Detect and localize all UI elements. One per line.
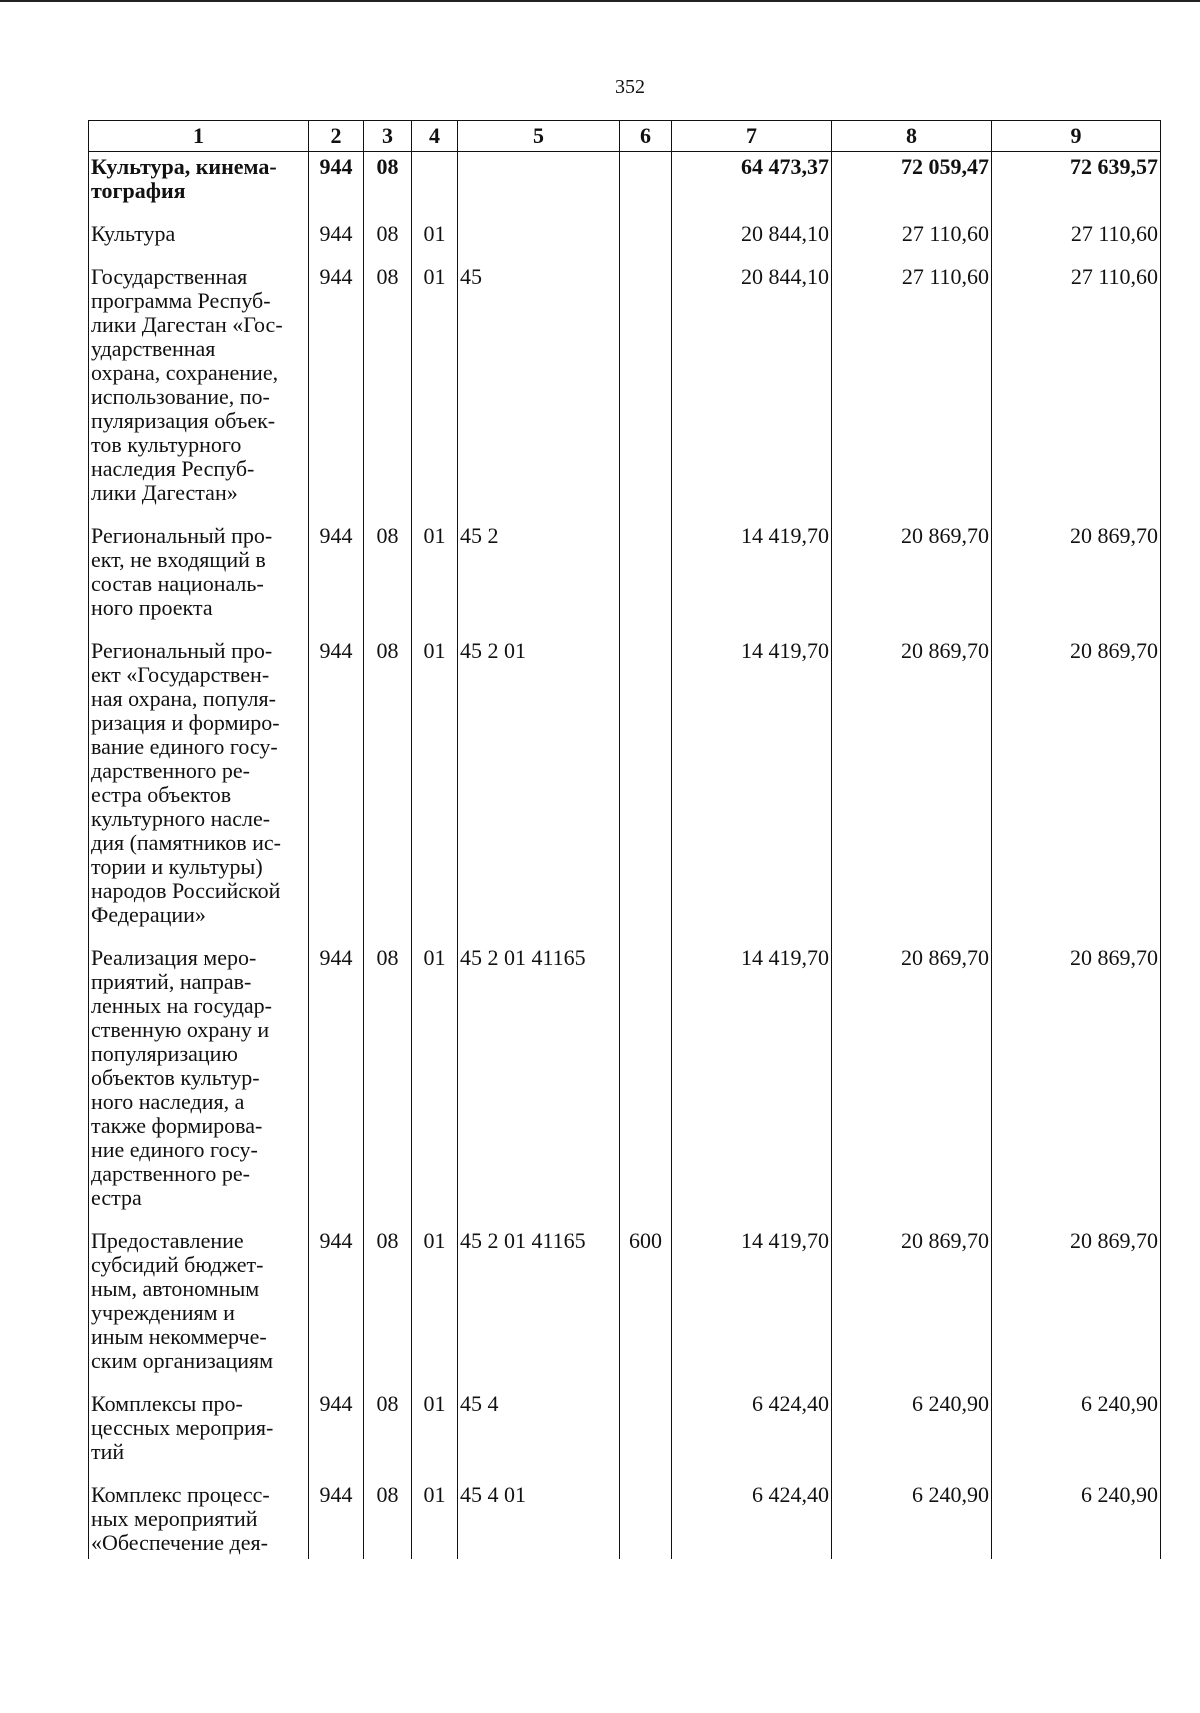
header-col-5: 5: [458, 121, 620, 152]
cell-col2: 944: [309, 1226, 364, 1389]
cell-col7: 64 473,37: [672, 152, 832, 220]
table-row: [89, 262, 1161, 521]
cell-col9: 27 110,60: [992, 219, 1161, 262]
cell-col8: 20 869,70: [832, 521, 992, 636]
cell-col7: 6 424,40: [672, 1480, 832, 1559]
table-row: [89, 1480, 1161, 1559]
cell-col8: 27 110,60: [832, 219, 992, 262]
cell-col7: 6 424,40: [672, 1389, 832, 1480]
cell-col6: 600: [620, 1226, 672, 1389]
cell-col9: 20 869,70: [992, 636, 1161, 943]
row-name-cell: Региональный про- ект «Государствен- ная охрана, популя- ризация и формиро- вание единого госу- дарственного ре- естра объектов культурного насле- дия (памятников ис- тории и культуры) народов Российской Федерации»: [89, 636, 309, 943]
cell-col8: 27 110,60: [832, 262, 992, 521]
cell-col3: 08: [364, 152, 412, 220]
header-col-1: 1: [89, 121, 309, 152]
cell-col2: 944: [309, 219, 364, 262]
cell-col4: [412, 152, 458, 220]
table-row: [89, 1389, 1161, 1480]
header-row: [89, 121, 1161, 152]
cell-col4: 01: [412, 1226, 458, 1389]
cell-col9: 6 240,90: [992, 1389, 1161, 1480]
cell-col4: 01: [412, 219, 458, 262]
cell-col9: 27 110,60: [992, 262, 1161, 521]
row-name-cell: Предоставление субсидий бюджет- ным, автономным учреждениям и иным некоммерче- ским организациям: [89, 1226, 309, 1389]
cell-col3: 08: [364, 1389, 412, 1480]
cell-col5: 45 2 01 41165: [458, 943, 620, 1226]
cell-col4: 01: [412, 521, 458, 636]
header-col-7: 7: [672, 121, 832, 152]
cell-col5: 45 4: [458, 1389, 620, 1480]
table-row: [89, 943, 1161, 1226]
row-name-cell: Региональный про- ект, не входящий в состав националь- ного проекта: [89, 521, 309, 636]
row-name-cell: Государственная программа Респуб- лики Дагестан «Гос- ударственная охрана, сохранение, использование, по- пуляризация объек- тов культурного наследия Респуб- лики Дагестан»: [89, 262, 309, 521]
cell-col7: 20 844,10: [672, 219, 832, 262]
cell-col7: 14 419,70: [672, 521, 832, 636]
cell-col5: 45 2: [458, 521, 620, 636]
header-col-9: 9: [992, 121, 1161, 152]
header-col-6: 6: [620, 121, 672, 152]
cell-col9: 6 240,90: [992, 1480, 1161, 1559]
cell-col7: 20 844,10: [672, 262, 832, 521]
cell-col5: 45: [458, 262, 620, 521]
cell-col3: 08: [364, 636, 412, 943]
cell-col4: 01: [412, 1480, 458, 1559]
row-name-cell: Комплекс процесс- ных мероприятий «Обеспечение дея-: [89, 1480, 309, 1559]
header-col-4: 4: [412, 121, 458, 152]
cell-col8: 72 059,47: [832, 152, 992, 220]
cell-col3: 08: [364, 1480, 412, 1559]
cell-col6: [620, 521, 672, 636]
cell-col5: 45 2 01 41165: [458, 1226, 620, 1389]
cell-col3: 08: [364, 521, 412, 636]
cell-col3: 08: [364, 1226, 412, 1389]
cell-col6: [620, 262, 672, 521]
header-col-2: 2: [309, 121, 364, 152]
cell-col8: 6 240,90: [832, 1480, 992, 1559]
top-border-line: [0, 0, 1200, 2]
table-row: [89, 219, 1161, 262]
cell-col2: 944: [309, 1389, 364, 1480]
table-body: [89, 152, 1161, 1560]
cell-col5: 45 2 01: [458, 636, 620, 943]
cell-col6: [620, 1480, 672, 1559]
row-name-cell: Культура: [89, 219, 309, 262]
cell-col6: [620, 1389, 672, 1480]
cell-col8: 6 240,90: [832, 1389, 992, 1480]
page-number: 352: [615, 76, 645, 98]
row-name-cell: Культура, кинема- тография: [89, 152, 309, 220]
cell-col8: 20 869,70: [832, 1226, 992, 1389]
cell-col6: [620, 636, 672, 943]
cell-col2: 944: [309, 521, 364, 636]
cell-col4: 01: [412, 636, 458, 943]
cell-col4: 01: [412, 262, 458, 521]
cell-col7: 14 419,70: [672, 636, 832, 943]
cell-col4: 01: [412, 943, 458, 1226]
cell-col5: 45 4 01: [458, 1480, 620, 1559]
cell-col7: 14 419,70: [672, 943, 832, 1226]
table-row: [89, 1226, 1161, 1389]
cell-col9: 20 869,70: [992, 943, 1161, 1226]
cell-col2: 944: [309, 262, 364, 521]
cell-col9: 20 869,70: [992, 1226, 1161, 1389]
header-col-8: 8: [832, 121, 992, 152]
budget-table: [88, 120, 1161, 1559]
cell-col8: 20 869,70: [832, 943, 992, 1226]
table-row: [89, 152, 1161, 220]
table-row: [89, 521, 1161, 636]
row-name-cell: Комплексы про- цессных мероприя- тий: [89, 1389, 309, 1480]
row-name-cell: Реализация меро- приятий, направ- ленных на государ- ственную охрану и популяризацию объектов культур- ного наследия, а также формирова- ние единого госу- дарственного ре- естра: [89, 943, 309, 1226]
cell-col2: 944: [309, 636, 364, 943]
cell-col5: [458, 219, 620, 262]
cell-col9: 72 639,57: [992, 152, 1161, 220]
cell-col2: 944: [309, 943, 364, 1226]
cell-col9: 20 869,70: [992, 521, 1161, 636]
cell-col5: [458, 152, 620, 220]
cell-col2: 944: [309, 152, 364, 220]
cell-col8: 20 869,70: [832, 636, 992, 943]
cell-col2: 944: [309, 1480, 364, 1559]
table-row: [89, 636, 1161, 943]
cell-col3: 08: [364, 943, 412, 1226]
cell-col4: 01: [412, 1389, 458, 1480]
cell-col6: [620, 219, 672, 262]
cell-col3: 08: [364, 262, 412, 521]
table-header: [89, 121, 1161, 152]
header-col-3: 3: [364, 121, 412, 152]
cell-col3: 08: [364, 219, 412, 262]
cell-col7: 14 419,70: [672, 1226, 832, 1389]
cell-col6: [620, 943, 672, 1226]
cell-col6: [620, 152, 672, 220]
